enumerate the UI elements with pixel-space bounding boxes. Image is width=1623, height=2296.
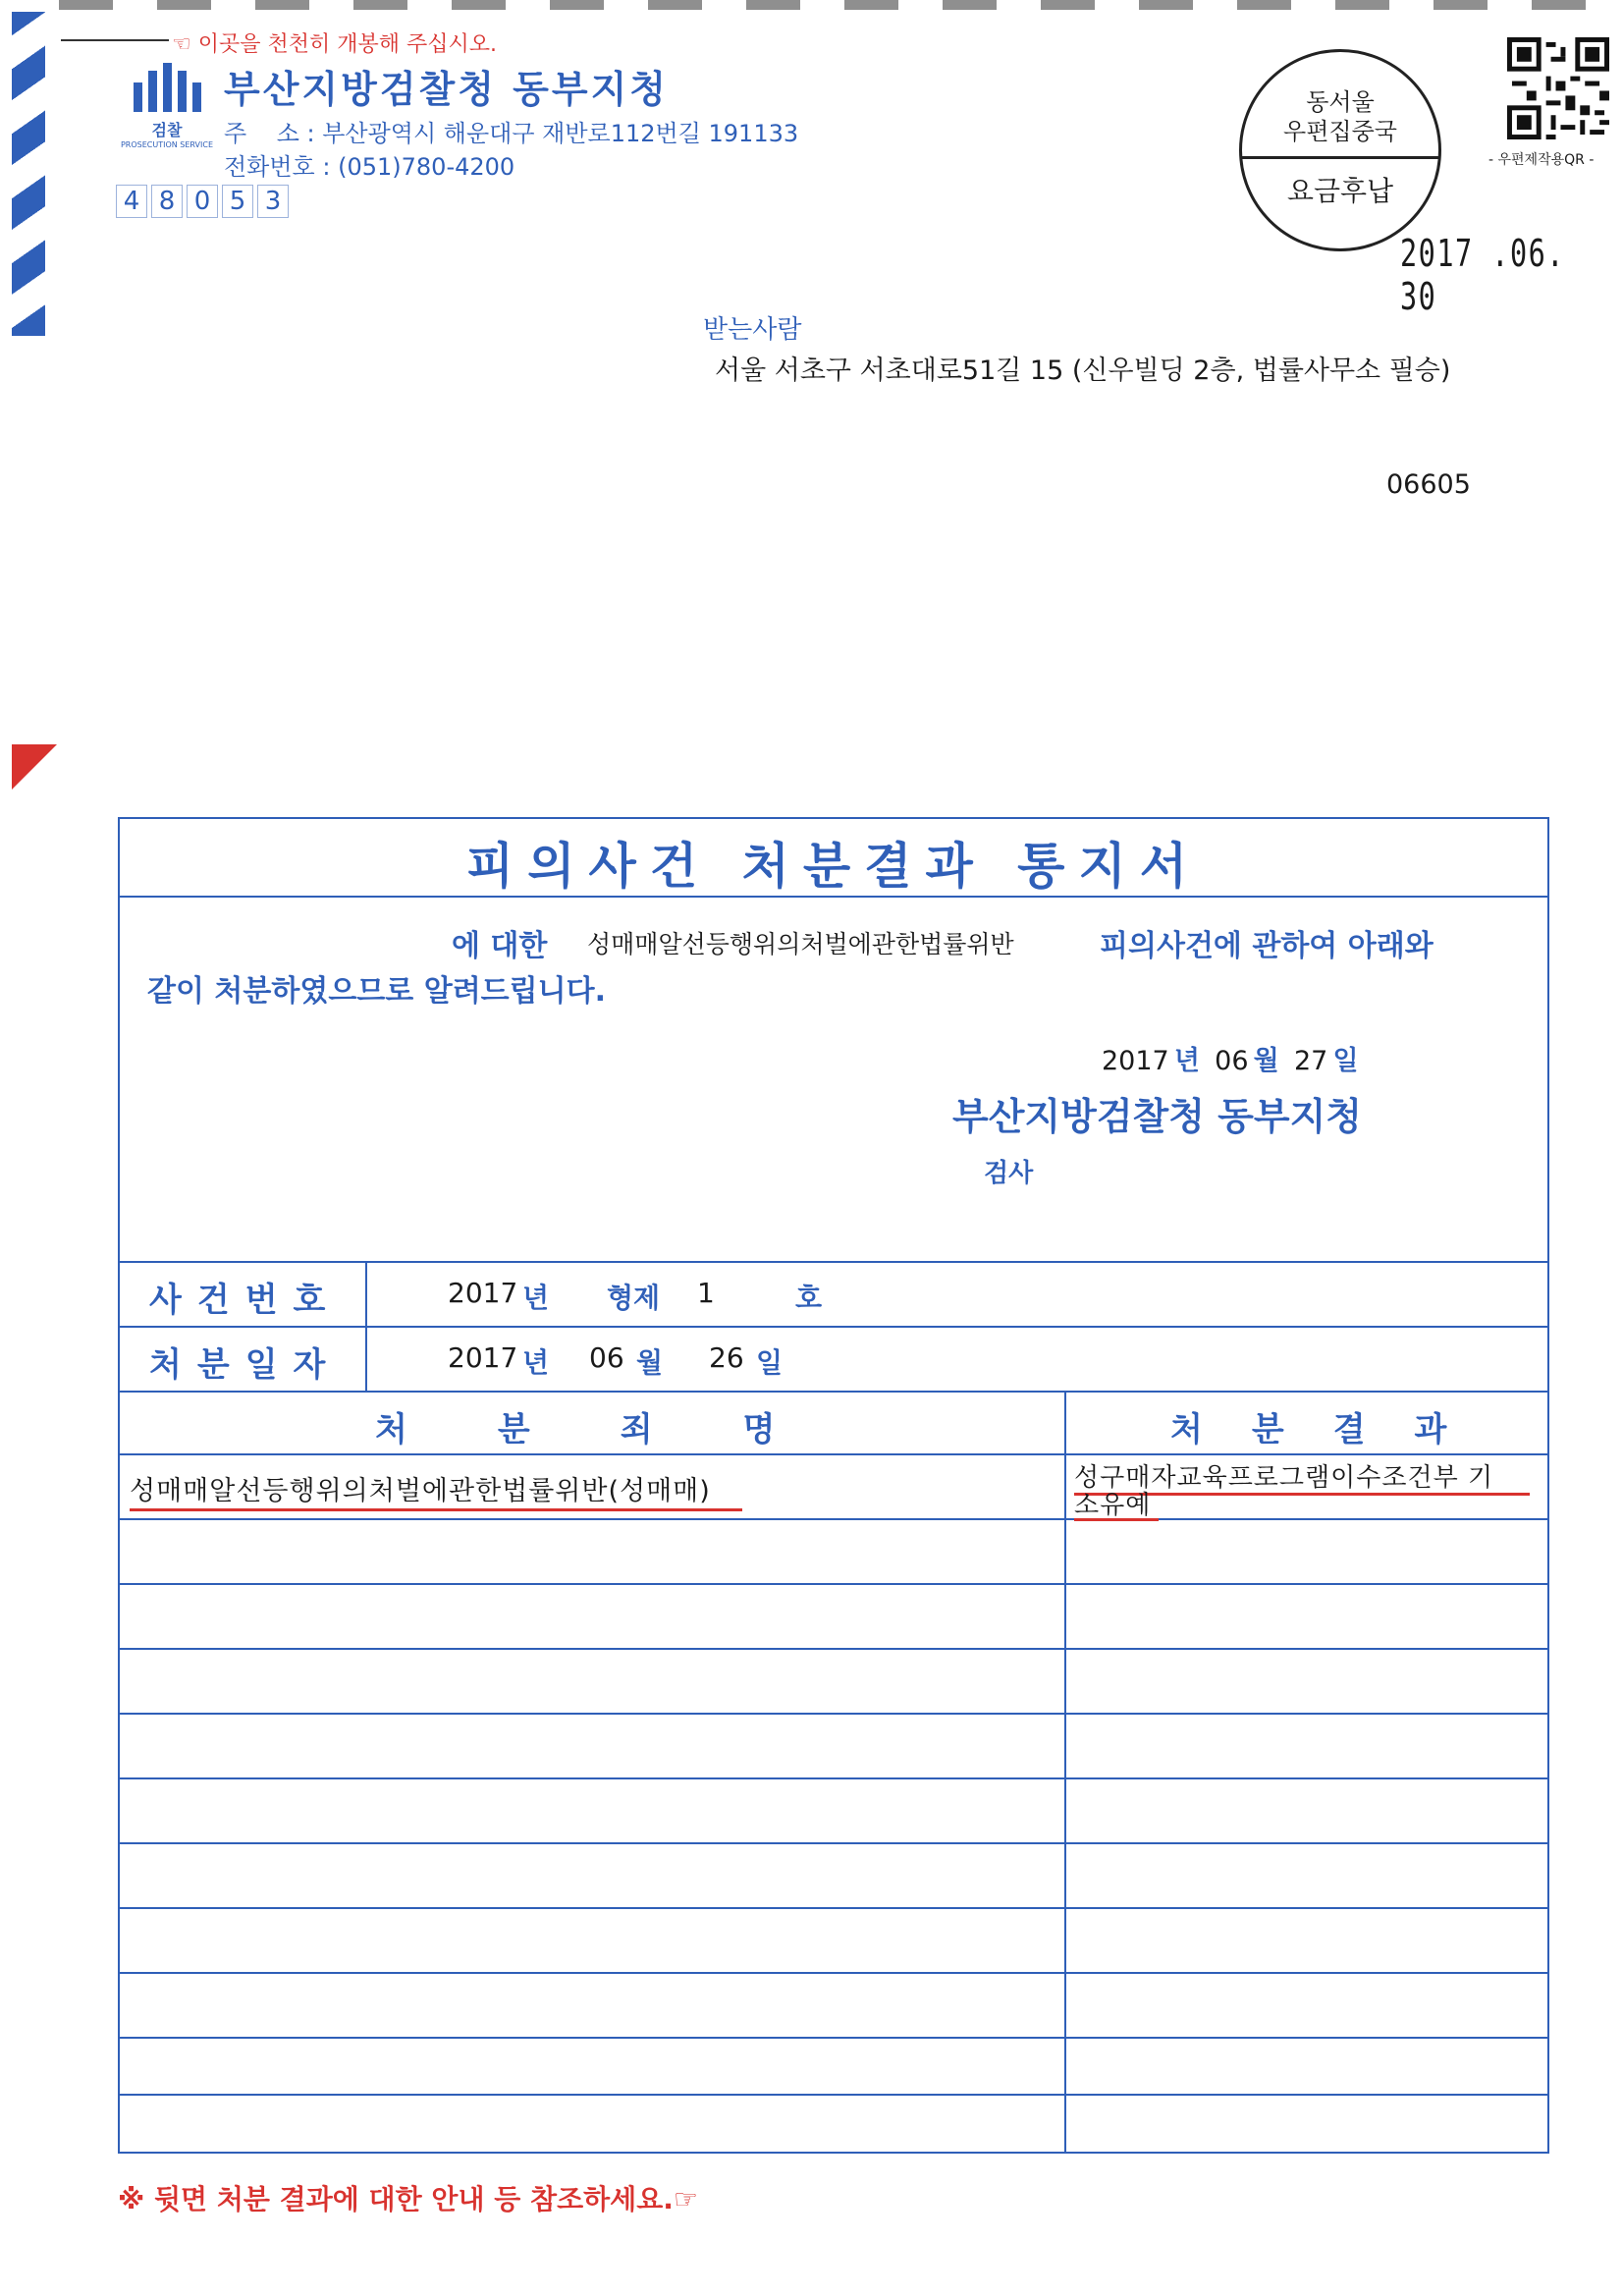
qr-code-icon	[1507, 37, 1609, 139]
issue-date: 2017 년 06 월 27 일	[1102, 1046, 1359, 1076]
col-result-header: 처분결과	[1170, 1410, 1496, 1449]
offense-value: 성매매알선등행위의처벌에관한법률위반(성매매)	[130, 1476, 711, 1506]
disp-month-unit: 월	[636, 1346, 664, 1379]
issuer-org: 부산지방검찰청 동부지청	[952, 1095, 1363, 1138]
footer-note: ※ 뒷면 처분 결과에 대한 안내 등 참조하세요.☞	[118, 2183, 699, 2215]
logo-korean-text: 검찰	[151, 121, 183, 139]
disposition-date-label: 처분일자	[149, 1345, 342, 1385]
recipient-address: 서울 서초구 서초대로51길 15 (신우빌딩 2층, 법률사무소 필승)	[715, 355, 1451, 386]
airmail-edge	[59, 0, 1591, 10]
result-line2: 소유예	[1074, 1491, 1152, 1520]
sender-phone: 전화번호 : (051)780-4200	[224, 153, 515, 181]
sender-org: 부산지방검찰청 동부지청	[224, 68, 670, 111]
logo-english-text: PROSECUTION SERVICE	[120, 140, 214, 149]
postmark-office: 동서울 우편집중국	[1283, 88, 1397, 145]
form-title: 피의사건 처분결과 통지서	[465, 838, 1202, 895]
prosecution-logo	[118, 63, 216, 157]
disp-month: 06	[589, 1341, 624, 1374]
sender-address: 주 소 : 부산광역시 해운대구 재반로112번길 191133	[224, 120, 799, 147]
case-year-unit: 년	[522, 1282, 550, 1314]
hand-pointer-icon: ☜	[172, 32, 198, 57]
result-line1: 성구매자교육프로그램이수조건부 기	[1074, 1463, 1494, 1493]
envelope-stripe	[12, 12, 45, 336]
logo-bars-icon	[118, 63, 216, 112]
recipient-zip: 06605	[1386, 469, 1471, 500]
case-year: 2017	[448, 1277, 518, 1309]
case-number-label: 사건번호	[149, 1281, 342, 1320]
offense-underline	[130, 1508, 742, 1511]
disp-year: 2017	[448, 1341, 518, 1374]
qr-caption: - 우편제작용QR -	[1488, 152, 1595, 168]
postmark-stamp	[1239, 49, 1441, 251]
disp-day: 26	[709, 1341, 744, 1374]
red-corner-mark	[12, 744, 57, 790]
notice-form	[118, 817, 1549, 2154]
disp-day-unit: 일	[756, 1346, 784, 1379]
recipient-label: 받는사람	[703, 315, 802, 345]
col-offense-header: 처분죄명	[375, 1410, 866, 1449]
prosecutor-label: 검사	[984, 1159, 1034, 1188]
intro-suffix: 피의사건에 관하여 아래와	[1100, 929, 1434, 963]
result-underline-2	[1074, 1518, 1159, 1521]
case-unit: 호	[795, 1282, 823, 1314]
tear-line	[61, 39, 169, 49]
intro-line2: 같이 처분하였으므로 알려드립니다.	[147, 974, 606, 1009]
postmark-postage: 요금후납	[1286, 175, 1394, 207]
intro-prefix: 에 대한	[452, 929, 548, 963]
case-type: 형제	[607, 1282, 661, 1314]
charge-name: 성매매알선등행위의처벌에관한법률위반	[587, 930, 1014, 958]
case-number: 1	[697, 1277, 715, 1309]
disp-year-unit: 년	[522, 1346, 550, 1379]
sender-zip: 4 8 0 5 3	[116, 185, 293, 218]
date-stamp: 2017 .06. 30	[1400, 232, 1565, 318]
open-notice: ☜ 이곳을 천천히 개봉해 주십시오.	[172, 32, 497, 57]
